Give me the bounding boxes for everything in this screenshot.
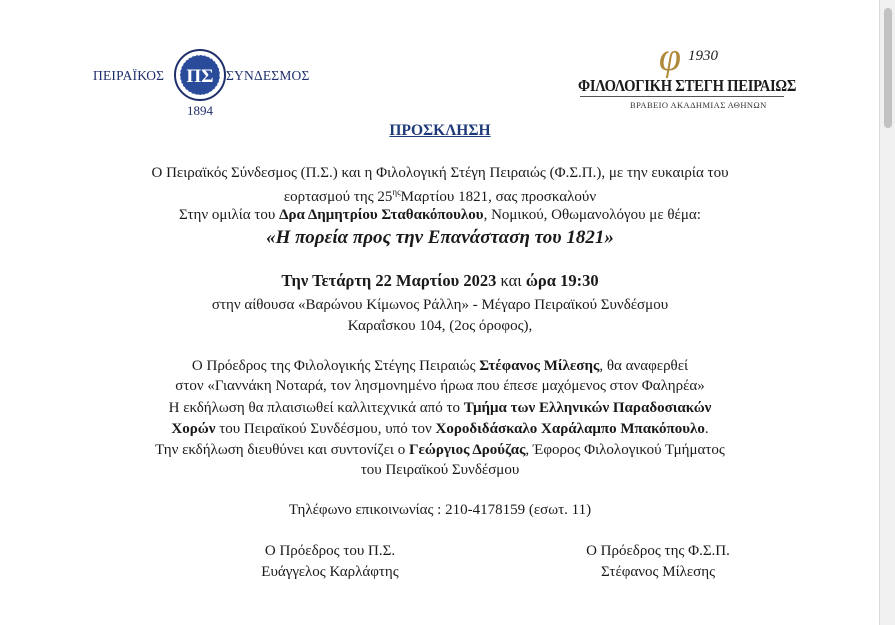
event-time: ώρα 19:30 xyxy=(525,271,599,290)
venue-line-2: Καραΐσκου 104, (2ος όροφος), xyxy=(347,318,533,334)
signature-left xyxy=(200,541,460,583)
d5-a: Την εκδήλωση διευθύνει και συντονίζει ο xyxy=(155,442,409,458)
venue-line-1: στην αίθουσα «Βαρώνου Κίμωνος Ράλλη» - Μέγαρο Πειραϊκού Συνδέσμου xyxy=(211,297,669,313)
event-date-conj: και xyxy=(496,271,526,290)
details-line-4 xyxy=(0,419,880,439)
d5-b: , Έφορος Φιλολογικού Τμήματος xyxy=(525,442,725,458)
phi-icon xyxy=(653,38,687,78)
details-line-3 xyxy=(0,398,880,418)
intro3-b: , Νομικού, Οθωμανολόγου με θέμα: xyxy=(483,207,701,223)
filologiki-stegi-logo xyxy=(578,38,797,120)
phi-glyph: φ xyxy=(658,38,682,78)
details-line-5 xyxy=(0,440,880,460)
intro-line-1: Ο Πειραϊκός Σύνδεσμος (Π.Σ.) και η Φιλολογική Στέγη Πειραιώς (Φ.Σ.Π.), με την ευκαιρία του xyxy=(151,165,729,181)
d5-bold: Γεώργιος Δρούζας xyxy=(408,442,526,458)
scrollbar-thumb[interactable] xyxy=(884,8,892,128)
signature-right-role: Ο Πρόεδρος της Φ.Σ.Π. xyxy=(586,543,730,559)
signature-right xyxy=(528,541,788,583)
logo-left-name-right: ΣΥΝΔΕΣΜΟΣ xyxy=(226,68,310,83)
details-line-6: του Πειραϊκού Συνδέσμου xyxy=(360,462,520,478)
intro-line-3 xyxy=(0,205,880,225)
logo-right-award: ΒΡΑΒΕΙΟ ΑΚΑΔΗΜΙΑΣ ΑΘΗΝΩΝ xyxy=(630,100,767,110)
intro-line-2 xyxy=(0,182,880,207)
lecture-topic: «Η πορεία προς την Επανάσταση του 1821» xyxy=(266,227,614,248)
logo-right-divider xyxy=(580,96,784,97)
vertical-scrollbar[interactable] xyxy=(879,0,895,625)
logo-left-name-left: ΠΕΙΡΑΪΚΟΣ xyxy=(93,68,165,83)
signature-right-name: Στέφανος Μίλεσης xyxy=(600,564,716,580)
d3-a: Η εκδήλωση θα πλαισιωθεί καλλιτεχνικά από το xyxy=(168,400,464,416)
contact-phone: Τηλέφωνο επικοινωνίας : 210-4178159 (εσωτ. 11) xyxy=(288,502,592,518)
signature-left-role: Ο Πρόεδρος του Π.Σ. xyxy=(264,543,396,559)
d1-b: , θα αναφερθεί xyxy=(599,358,689,374)
signature-left-name: Ευάγγελος Καρλάφτης xyxy=(261,564,399,580)
seal-icon xyxy=(173,48,227,102)
seal-letters: ΠΣ xyxy=(186,66,214,87)
d4-bold-b: Χοροδιδάσκαλο Χαράλαμπο Μπακόπουλο xyxy=(435,421,705,437)
peiraikos-syndesmos-logo xyxy=(93,48,315,120)
intro-text-b: Μαρτίου 1821, σας προσκαλούν xyxy=(400,189,597,205)
d4-bold-a: Χορών xyxy=(171,421,216,437)
logo-right-name: ΦΙΛΟΛΟΓΙΚΗ ΣΤΕΓΗ ΠΕΙΡΑΙΩΣ xyxy=(578,76,797,95)
event-datetime xyxy=(0,271,880,291)
details-line-2: στον «Γιαννάκη Νοταρά, τον λησμονημένο ήρωα που έπεσε μαχόμενος στον Φαληρέα» xyxy=(175,378,705,394)
event-date: Την Τετάρτη 22 Μαρτίου 2023 xyxy=(281,271,497,290)
details-line-1 xyxy=(0,356,880,376)
d3-bold: Τμήμα των Ελληνικών Παραδοσιακών xyxy=(463,400,712,416)
d4-b: . xyxy=(704,421,709,437)
d1-a: Ο Πρόεδρος της Φιλολογικής Στέγης Πειραιώς xyxy=(191,358,480,374)
intro-text-a: εορτασμού της 25 xyxy=(283,189,393,205)
page-title: ΠΡΟΣΚΛΗΣΗ xyxy=(389,122,491,139)
logo-right-year: 1930 xyxy=(688,48,718,64)
intro-sup: ης xyxy=(392,187,401,197)
speaker-name: Δρα Δημητρίου Σταθακόπουλου xyxy=(279,207,484,223)
logo-left-year: 1894 xyxy=(187,103,213,118)
intro3-a: Στην ομιλία του xyxy=(179,207,280,223)
d1-bold: Στέφανος Μίλεσης xyxy=(479,358,600,374)
d4-a: του Πειραϊκού Συνδέσμου, υπό τον xyxy=(215,421,436,437)
